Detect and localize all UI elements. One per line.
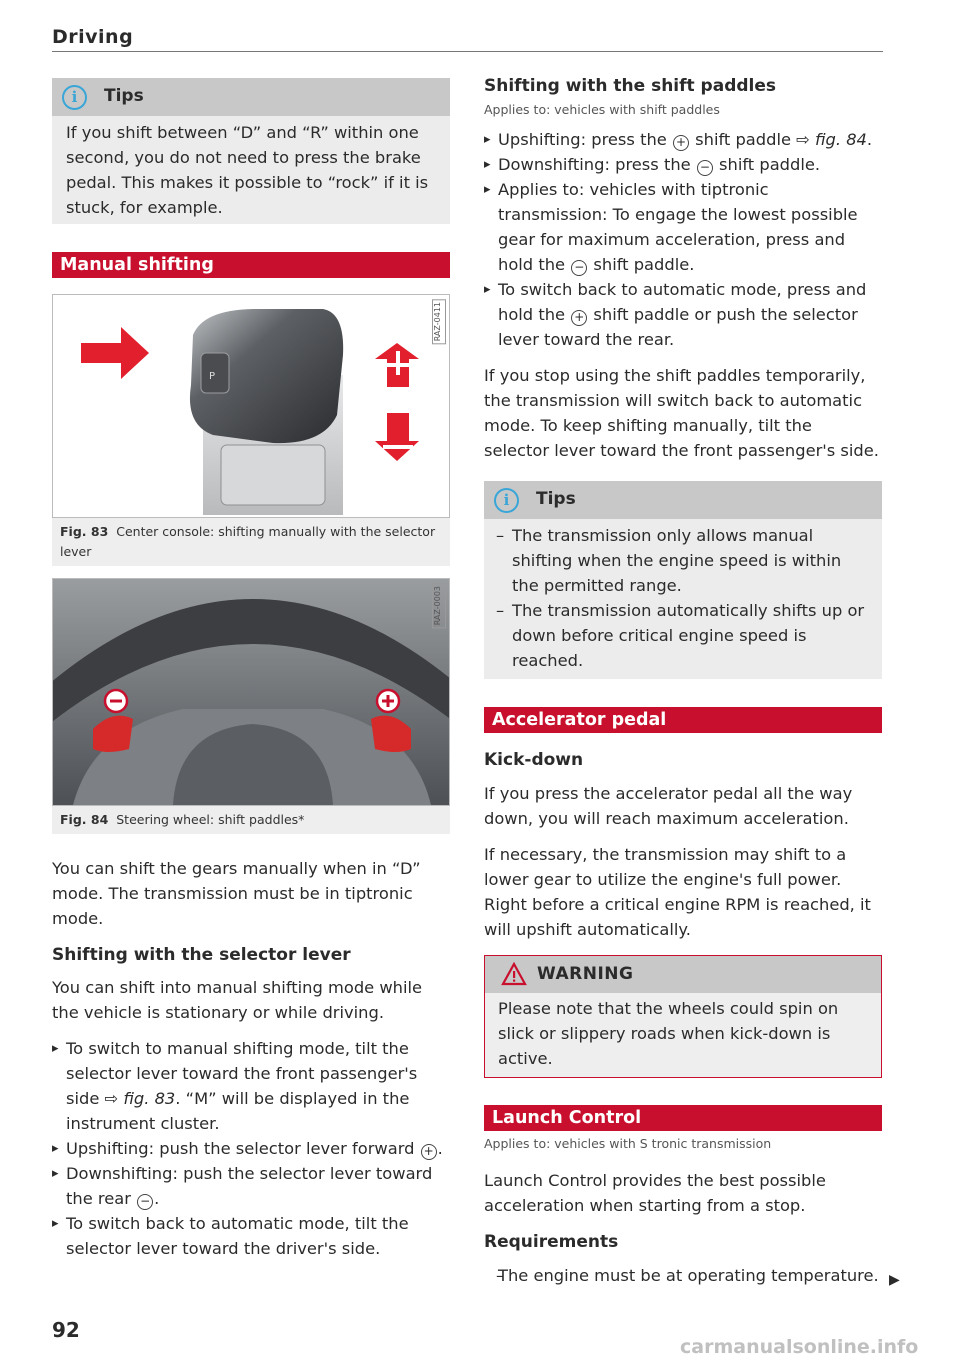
selector-steps [52,1036,450,1261]
figure-83-caption-text: Center console: shifting manually with the selector lever [60,524,436,559]
figure-83-number: Fig. 83 [60,524,109,539]
left-column [52,78,450,1261]
steering-wheel-illustration [53,579,450,805]
figure-83-caption [52,518,450,566]
launch-control-paragraph: Launch Control provides the best possible acceleration when starting from a stop. [484,1171,826,1215]
warning-triangle-icon [501,962,527,986]
warning-label: WARNING [537,964,634,984]
warning-box [484,955,882,1078]
step-manual-mode: ▸ To switch to manual shifting mode, tilt the selector lever toward the front passenger's side ⇨ fig. 83. “M” will be displayed in the instrument cluster. [52,1036,450,1136]
requirement-engine-temp: – The engine must be at operating temperature. [484,1263,882,1288]
minus-icon: − [697,160,713,176]
step-automatic-mode: ▸ To switch back to automatic mode, tilt the selector lever toward the driver's side. [52,1211,450,1261]
figure-84-code: RAZ-0003 [432,583,446,628]
paddle-steps [484,127,882,352]
section-title: Driving [52,26,134,48]
minus-icon: − [137,1194,153,1210]
figure-83-image [52,294,450,518]
figure-84-image [52,578,450,806]
manual-shifting-heading: Manual shifting [52,252,450,278]
svg-text:P: P [209,371,216,382]
paddle-step-automatic: ▸ To switch back to automatic mode, press and hold the + shift paddle or push the selector lever toward the rear. [484,277,882,352]
plus-icon: + [421,1144,437,1160]
tip-auto-shift: – The transmission automatically shifts up or down before critical engine speed is reached. [484,598,872,673]
figure-84-number: Fig. 84 [60,812,109,827]
figure-83-link[interactable]: ⇨ fig. 83 [104,1089,176,1108]
right-column [484,76,882,1288]
figure-84-link[interactable]: ⇨ fig. 84 [796,130,867,149]
tips-text: If you shift between “D” and “R” within one second, you do not need to press the brake pedal. This makes it possible to “rock” if it is stuck, for example. [66,123,429,217]
kick-down-paragraph-2: If necessary, the transmission may shift to a lower gear to utilize the engine's full power. Right before a critical engine RPM is reached, it will upshift automatically. [484,845,871,939]
tip-permitted-range: – The transmission only allows manual shifting when the engine speed is within the permitted range. [484,523,872,598]
kick-down-heading: Kick-down [484,750,584,770]
tips-header [52,78,450,116]
paddle-step-upshift: ▸ Upshifting: press the + shift paddle ⇨ fig. 84. [484,127,882,152]
kick-down-paragraph-1: If you press the accelerator pedal all the way down, you will reach maximum acceleration. [484,784,853,828]
selector-intro: You can shift into manual shifting mode while the vehicle is stationary or while driving. [52,978,423,1022]
selector-lever-heading: Shifting with the selector lever [52,945,351,965]
warning-header [485,956,881,993]
page-number: 92 [52,1318,80,1342]
shift-paddles-applies: Applies to: vehicles with shift paddles [484,102,720,117]
step-downshift: ▸ Downshifting: push the selector lever toward the rear − . [52,1161,450,1211]
tips-label-2: Tips [536,489,576,509]
plus-icon: + [673,135,689,151]
tips-list [484,519,882,679]
info-icon: i [494,488,519,513]
manual-intro: You can shift the gears manually when in “D” mode. The transmission must be in tiptronic mode. [52,859,421,928]
figure-84-caption [52,806,450,834]
tips-label: Tips [104,86,144,106]
plus-icon: + [571,310,587,326]
continue-arrow-icon: ▶ [889,1272,900,1288]
launch-control-applies: Applies to: vehicles with S tronic transmission [484,1136,772,1151]
figure-83-code: RAZ-0411 [432,299,446,344]
temporary-stop-paragraph: If you stop using the shift paddles temporarily, the transmission will switch back to automatic mode. To keep shifting manually, tilt the selector lever toward the front passenger's side. [484,366,879,460]
tips-header-2 [484,481,882,519]
info-icon: i [62,85,87,110]
selector-lever-illustration [53,295,450,517]
paddle-step-downshift: ▸ Downshifting: press the − shift paddle. [484,152,882,177]
step-upshift: ▸ Upshifting: push the selector lever forward + . [52,1136,450,1161]
header-rule [52,51,883,52]
warning-text: Please note that the wheels could spin on slick or slippery roads when kick-down is active. [498,999,839,1068]
figure-84-caption-text: Steering wheel: shift paddles* [116,812,305,827]
launch-control-heading: Launch Control [484,1105,882,1131]
paddle-step-tiptronic: ▸ Applies to: vehicles with tiptronic transmission: To engage the lowest possible gear for maximum acceleration, press and hold the − shift paddle. [484,177,882,277]
tips-box [52,78,450,224]
tips-box-2 [484,481,882,679]
watermark: carmanualsonline.info [680,1336,919,1358]
shift-paddles-heading: Shifting with the shift paddles [484,76,777,96]
requirements-heading: Requirements [484,1232,619,1252]
minus-icon: − [571,260,587,276]
accelerator-pedal-heading: Accelerator pedal [484,707,882,733]
